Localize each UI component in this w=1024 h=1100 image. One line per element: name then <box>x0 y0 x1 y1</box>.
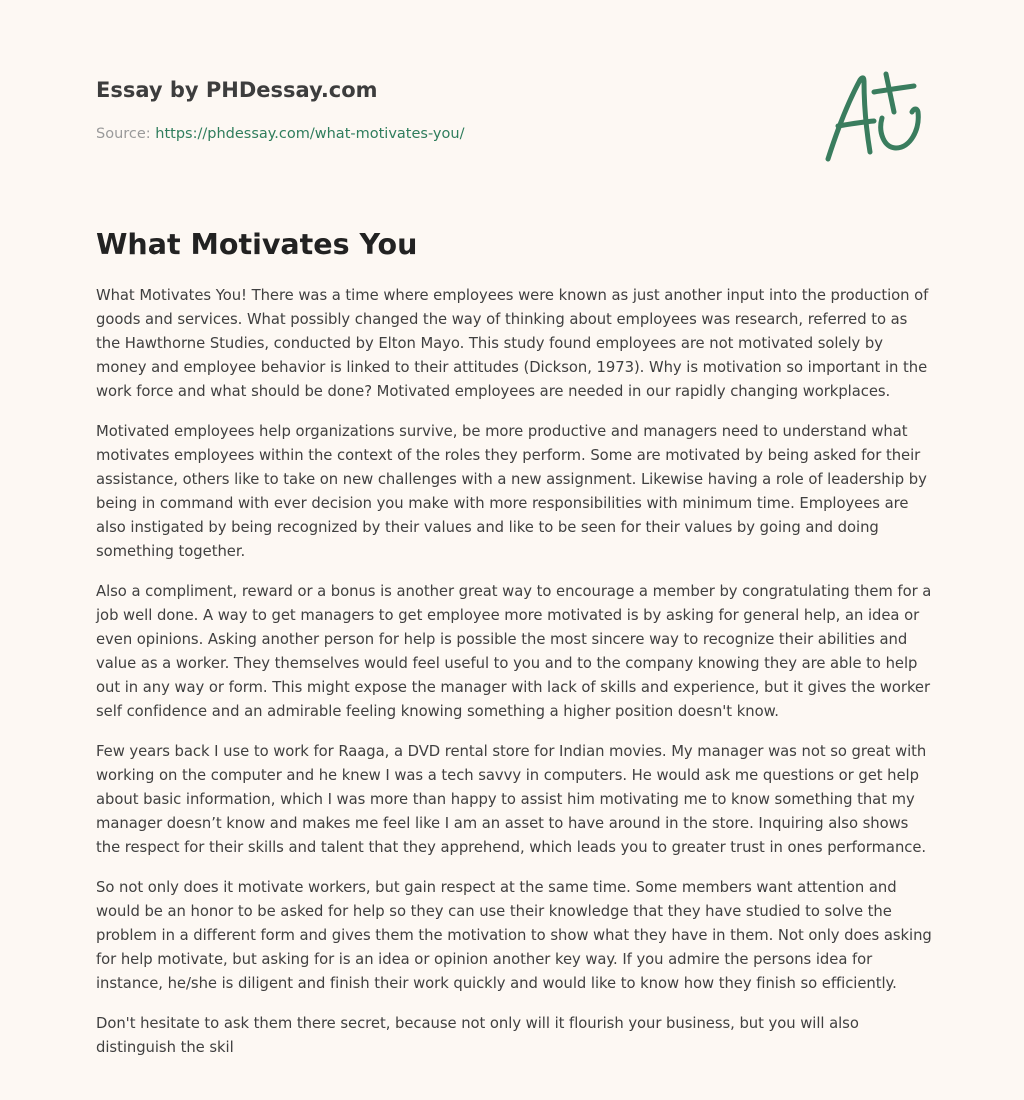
source-link[interactable]: https://phdessay.com/what-motivates-you/ <box>155 126 465 142</box>
essay-paragraph: Motivated employees help organizations survive, be more productive and managers need to understand what motivates employees within the context of the roles they perform. Some are motivated by being asked for their assistance, others like to take on new challenges with a new assignment. Likewise having a role of leadership by being in command with ever decision you make with more responsibilities with minimum time. Employees are also instigated by being recognized by their values and like to be seen for their values by going and doing something together. <box>96 423 927 560</box>
essay-paragraph: Few years back I use to work for Raaga, a DVD rental store for Indian movies. My manager was not so great with working on the computer and he knew I was a tech savvy in computers. He would ask me questions or get help about basic information, which I was more than happy to assist him motivating me to know something that my manager doesn’t know and makes me feel like I am an asset to have around in the store. Inquiring also shows the respect for their skills and talent that they apprehend, which leads you to greater trust in ones performance. <box>96 743 927 856</box>
essay-paragraph: Also a compliment, reward or a bonus is another great way to encourage a member by congratulating them for a job well done. A way to get managers to get employee more motivated is by asking for general help, an idea or even opinions. Asking another person for help is possible the most sincere way to recognize their abilities and value as a worker. They themselves would feel useful to you and to the company knowing they are able to help out in any way or form. This might expose the manager with lack of skills and experience, but it gives the worker self confidence and an admirable feeling knowing something a higher position doesn't know. <box>96 583 932 720</box>
essay-paragraph: So not only does it motivate workers, but gain respect at the same time. Some members want attention and would be an honor to be asked for help so they can use their knowledge that they have studied to solve the problem in a different form and gives them the motivation to show what they have in them. Not only does asking for help motivate, but asking for is an idea or opinion another key way. If you admire the persons idea for instance, he/she is diligent and finish their work quickly and would like to know how they finish so efficiently. <box>96 879 932 992</box>
essay-paragraph: Don't hesitate to ask them there secret, because not only will it flourish your business, but you will also distinguish the skil <box>96 1015 859 1056</box>
essay-paragraph: What Motivates You! There was a time where employees were known as just another input into the production of goods and services. What possibly changed the way of thinking about employees was research, referred to as the Hawthorne Studies, conducted by Elton Mayo. This study found employees are not motivated solely by money and employee behavior is linked to their attitudes (Dickson, 1973). Why is motivation so important in the work force and what should be done? Motivated employees are needed in our rapidly changing workplaces. <box>96 287 929 400</box>
page-header <box>96 76 796 144</box>
a-plus-grade-logo <box>822 68 928 164</box>
essay-title: What Motivates You <box>96 228 418 261</box>
source-label: Source: <box>96 126 156 142</box>
essay-body <box>96 284 932 1076</box>
source-line <box>96 124 796 144</box>
logo-text: A+ <box>822 68 824 69</box>
site-brand: Essay by PHDessay.com <box>96 78 378 102</box>
